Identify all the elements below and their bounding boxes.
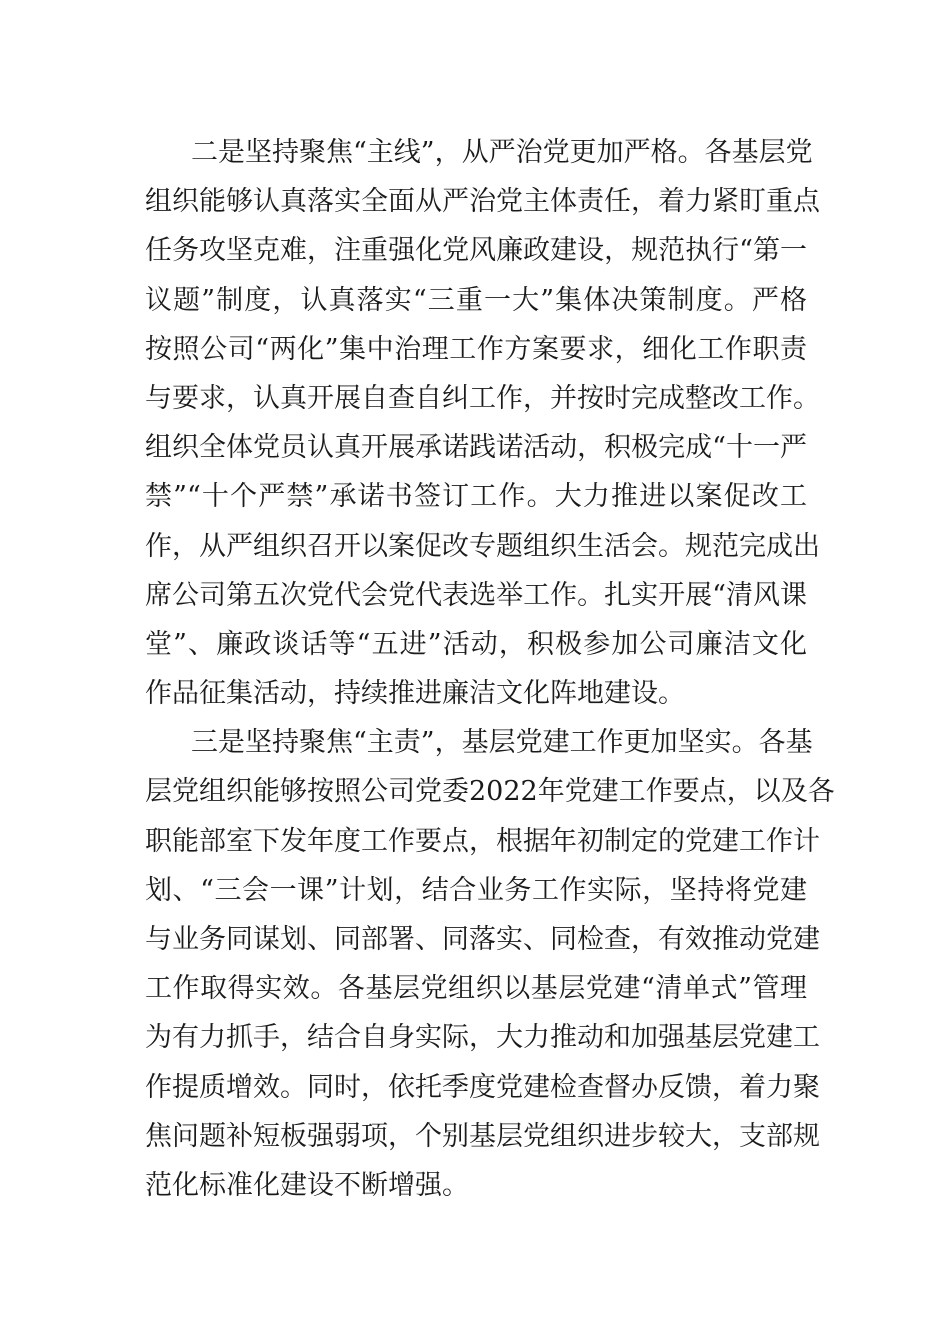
paragraph-1 [145,128,820,718]
text-line: 任务攻坚克难，注重强化党风廉政建设，规范执行“第一 [145,235,807,267]
text-line: 禁”“十个严禁”承诺书签订工作。大力推进以案促改工 [145,481,807,513]
text-line: 席公司第五次党代会党代表选举工作。扎实开展“清风课 [145,579,807,611]
text-line: 范化标准化建设不断增强。 [145,1169,469,1201]
text-line: 作提质增效。同时，依托季度党建检查督办反馈，着力聚 [145,1071,820,1103]
text-line: 为有力抓手，结合自身实际，大力推动和加强基层党建工 [145,1022,820,1054]
text-line: 组织全体党员认真开展承诺践诺活动，积极完成“十一严 [145,432,807,464]
text-line: 职能部室下发年度工作要点，根据年初制定的党建工作计 [145,825,820,857]
text-line: 与要求，认真开展自查自纠工作，并按时完成整改工作。 [145,382,820,414]
text-line: 三是坚持聚焦“主责”，基层党建工作更加坚实。各基 [191,727,813,759]
text-line: 作品征集活动，持续推进廉洁文化阵地建设。 [145,678,685,710]
document-body [145,128,835,1210]
text-line: 划、“三会一课”计划，结合业务工作实际，坚持将党建 [145,874,807,906]
text-line: 层党组织能够按照公司党委2022年党建工作要点，以及各 [145,776,835,808]
text-line: 组织能够认真落实全面从严治党主体责任，着力紧盯重点 [145,186,820,218]
text-line: 作，从严组织召开以案促改专题组织生活会。规范完成出 [145,530,820,562]
text-line: 二是坚持聚焦“主线”，从严治党更加严格。各基层党 [191,137,813,168]
paragraph-2 [145,718,835,1210]
text-line: 议题”制度，认真落实“三重一大”集体决策制度。严格 [145,284,807,316]
text-line: 按照公司“两化”集中治理工作方案要求，细化工作职责 [145,333,807,365]
text-line: 工作取得实效。各基层党组织以基层党建“清单式”管理 [145,973,807,1005]
text-line: 与业务同谋划、同部署、同落实、同检查，有效推动党建 [145,924,820,955]
text-line: 焦问题补短板强弱项，个别基层党组织进步较大，支部规 [145,1120,820,1152]
text-line: 堂”、廉政谈话等“五进”活动，积极参加公司廉洁文化 [145,628,807,660]
